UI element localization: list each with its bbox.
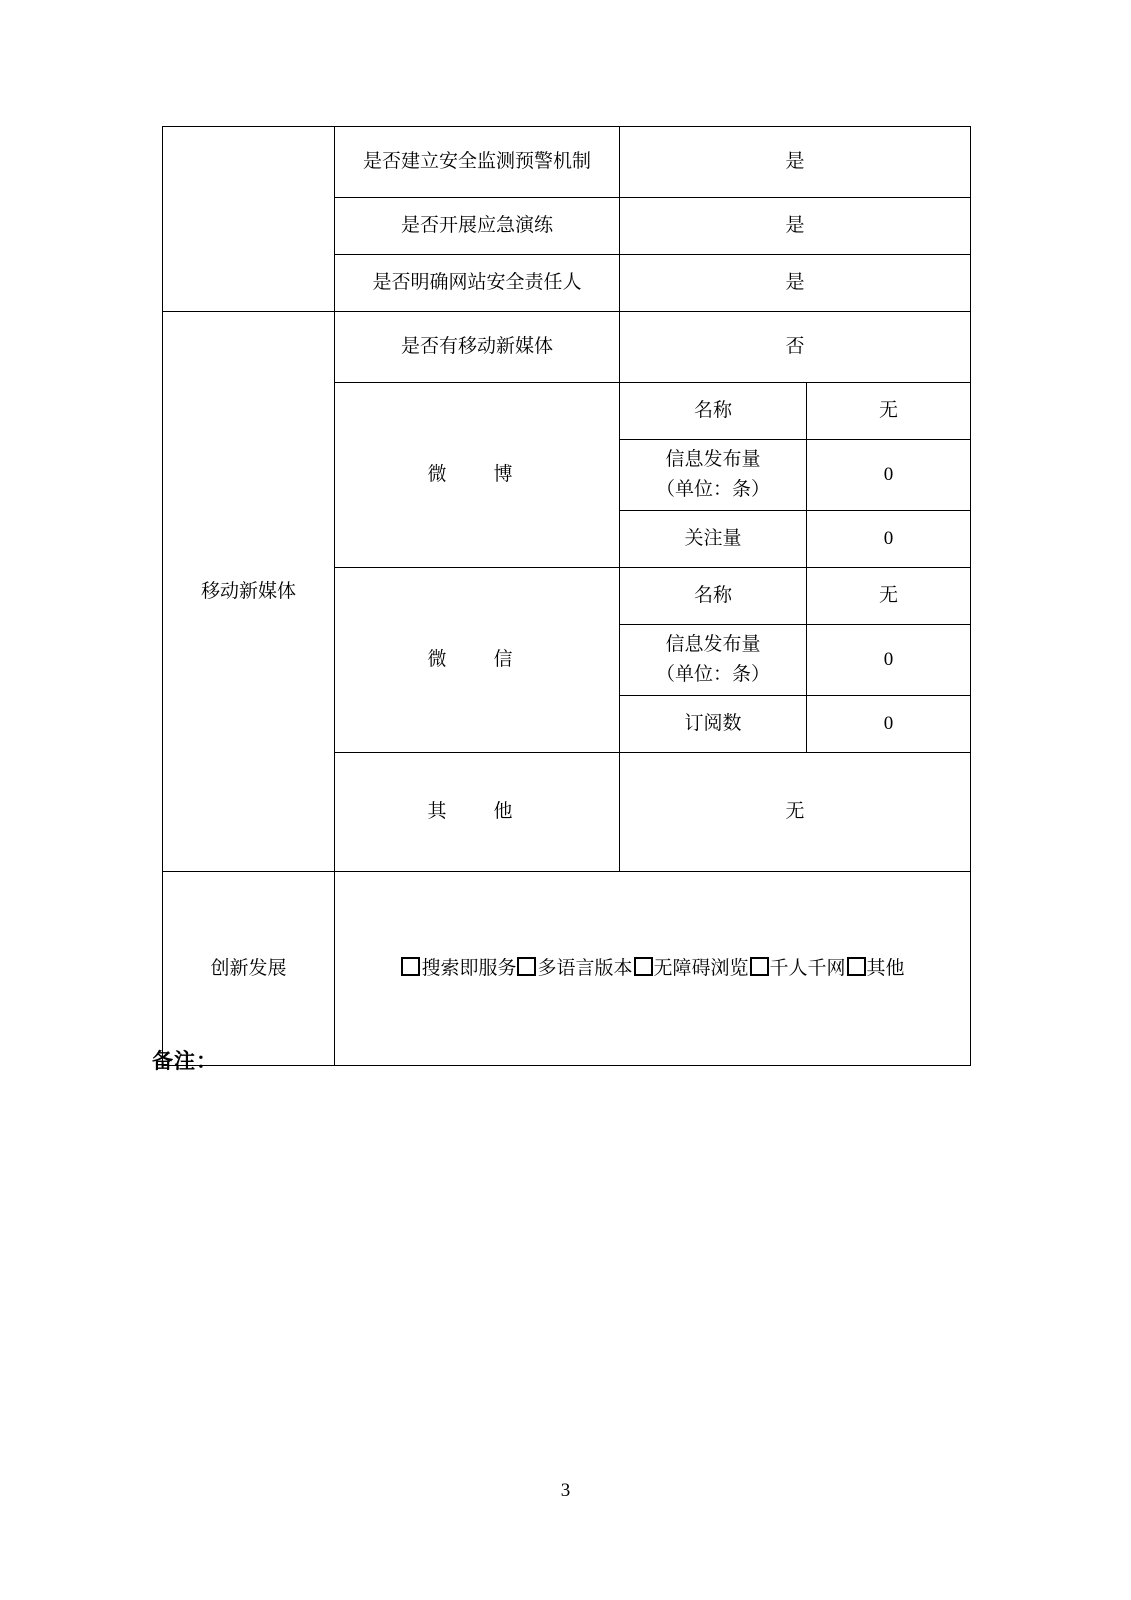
innovation-option-label-2: 无障碍浏览 xyxy=(653,957,749,979)
has-mobile-media-value: 否 xyxy=(620,312,971,383)
table-row xyxy=(163,127,971,198)
checkbox-multi-language[interactable] xyxy=(517,957,536,976)
innovation-options-line xyxy=(341,952,964,986)
innovation-options-cell xyxy=(335,872,971,1066)
weixin-subscriber-label: 订阅数 xyxy=(620,696,807,753)
has-mobile-media-label: 是否有移动新媒体 xyxy=(335,312,620,383)
innovation-option-label-1: 多语言版本 xyxy=(537,957,633,979)
checkbox-personalized-web[interactable] xyxy=(750,957,769,976)
weibo-publish-count-label-line2: （单位：条） xyxy=(655,479,770,500)
weixin-publish-count-label-line2: （单位：条） xyxy=(655,664,770,685)
weibo-publish-count-label xyxy=(620,440,807,511)
security-label-2: 是否明确网站安全责任人 xyxy=(335,255,620,312)
innovation-option-label-3: 千人千网 xyxy=(769,957,846,979)
annual-report-form-table xyxy=(162,126,971,1066)
security-label-0: 是否建立安全监测预警机制 xyxy=(335,127,620,198)
weibo-publish-count-value: 0 xyxy=(807,440,971,511)
innovation-category-label: 创新发展 xyxy=(163,872,335,1066)
security-value-1: 是 xyxy=(620,198,971,255)
weixin-label: 微 信 xyxy=(335,568,620,753)
innovation-option-label-0: 搜索即服务 xyxy=(421,957,517,979)
other-media-label: 其 他 xyxy=(335,753,620,872)
weibo-publish-count-label-line1: 信息发布量 xyxy=(665,449,761,470)
security-value-0: 是 xyxy=(620,127,971,198)
security-label-1: 是否开展应急演练 xyxy=(335,198,620,255)
security-category-cell xyxy=(163,127,335,312)
security-value-2: 是 xyxy=(620,255,971,312)
weibo-follower-value: 0 xyxy=(807,511,971,568)
weibo-label: 微 博 xyxy=(335,383,620,568)
table-row xyxy=(163,312,971,383)
weixin-name-value: 无 xyxy=(807,568,971,625)
mobile-media-category-label: 移动新媒体 xyxy=(163,312,335,872)
table-row xyxy=(163,872,971,1066)
weixin-publish-count-value: 0 xyxy=(807,625,971,696)
weixin-subscriber-value: 0 xyxy=(807,696,971,753)
remark-label: 备注： xyxy=(152,1049,218,1073)
weixin-publish-count-label xyxy=(620,625,807,696)
checkbox-search-as-service[interactable] xyxy=(401,957,420,976)
page-number: 3 xyxy=(560,1480,571,1501)
weixin-name-label: 名称 xyxy=(620,568,807,625)
weibo-name-label: 名称 xyxy=(620,383,807,440)
other-media-value: 无 xyxy=(620,753,971,872)
weixin-publish-count-label-line1: 信息发布量 xyxy=(665,634,761,655)
checkbox-accessible-browsing[interactable] xyxy=(634,957,653,976)
weibo-name-value: 无 xyxy=(807,383,971,440)
weibo-follower-label: 关注量 xyxy=(620,511,807,568)
innovation-option-label-4: 其他 xyxy=(866,957,905,979)
checkbox-other[interactable] xyxy=(847,957,866,976)
